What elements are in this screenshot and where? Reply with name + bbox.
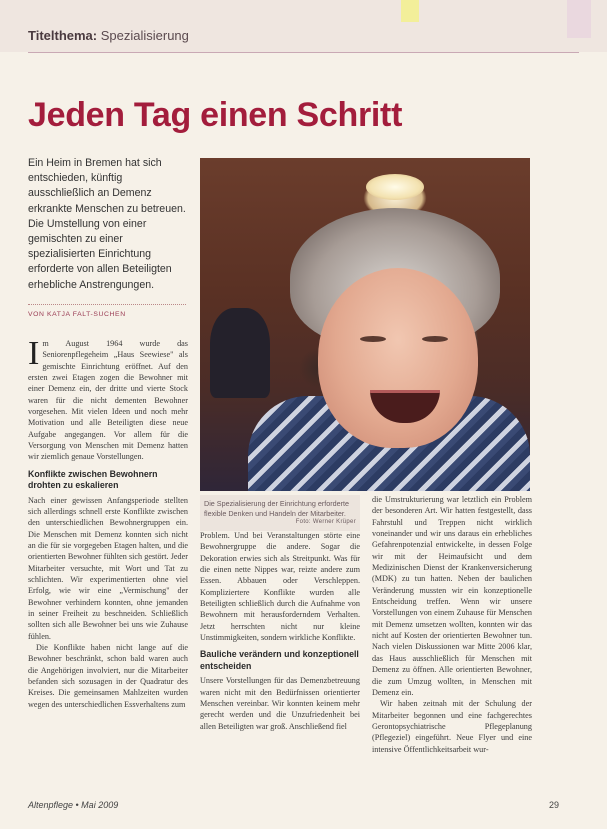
subhead-conflicts: Konflikte zwischen Bewohnern drohten zu eskalieren [28, 468, 158, 491]
teaser-divider [28, 304, 186, 305]
article-column-3 [372, 494, 532, 755]
header-divider [28, 52, 579, 53]
body-paragraph: Unsere Vorstellungen für das Demenzbetreuung waren nicht mit den Bedürfnissen orientierter Menschen vereinbar. Wir konnten keinem mehr gerecht werden und die Unzufriedenheit bei allen Beteiligten war groß. Anschließend fiel [200, 676, 360, 731]
body-paragraph: Problem. Und bei Veranstaltungen störte eine Bewohnergruppe die andere. Sogar die Dekoration erwies sich als Streitpunkt. Was für die einen nette Nippes war, reizte andere zum Essen. Abbauen oder Verschleppen. Kompliziertere Konflikte wurden alle Beteiligten schließlich durch die Aufnahme von Bewohnern mit herausforderndem Verhalten. Jetzt herrschten nicht nur kleine Unstimmigkeiten, sondern wirkliche Konflikte. [200, 531, 360, 643]
body-paragraph: die Umstrukturierung war letztlich ein Problem der besonderen Art. Wir hatten festgestellt, dass Fahrstuhl und Treppen nicht wirklich voneinander und wir uns daraus ein erhebliches Gefahrenpotenzial entwickelte, in dessen Folge wir mit der Heimaufsicht und dem Medizinischen Dienst der Krankenversicherung (MDK) zu tun hatten. Neben der baulichen Veränderung mussten wir ein konzeptionelle Entscheidung treffen. Wenn wir unsere Vorstellungen von einem Zuhause für Menschen mit Demenz umsetzen wollten, konnten wir das nicht auf Kosten der orientierten Bewohner tun. Nach vielen Diskussionen war Mitte 2006 klar, das Haus ausschließlich für Menschen mit Demenz zu öffnen. Alle orientierten Bewohner, die zum Umzug wollten, in Menschen mit Demenz ein. [372, 495, 532, 697]
article-headline: Jeden Tag einen Schritt [28, 96, 403, 134]
article-photo [200, 158, 530, 491]
sticky-note [401, 0, 419, 22]
body-paragraph: Die Konflikte haben nicht lange auf die Bewohner beschränkt, schon bald waren auch die Angehörigen involviert, nur die Mitarbeiter befanden sich sozusagen in der Quadratur des Kreises. Die gemeinsamen Mahlzeiten wurden wegen des unterschiedlichen Essverhaltens zum [28, 643, 188, 709]
left-eye [360, 336, 386, 342]
right-eye [422, 336, 448, 342]
caption-text: Die Spezialisierung der Einrichtung erforderte flexible Denken und Handeln der Mitarbeiter. [204, 499, 350, 518]
photo-caption [200, 495, 360, 531]
ceiling-lamp [366, 174, 424, 200]
intro-text: m August 1964 wurde das Seniorenpflegeheim „Haus Seewiese" als gemischte Einrichtung eröffnet. Auf den ersten zwei Etagen zogen die Bewohner mit einer Demenz ein, der dritte und vierte Stock waren für die nicht dementen Bewohner vorgesehen. Mit vielen Ideen und noch mehr Motivation und alle Beteiligten diese neue Aufgabe angegangen. Vor allem für die Versorgung von Menschen mit Demenz hatten wir ziemlich genaue Vorstellungen. [28, 339, 188, 462]
subhead-construction: Bauliche verändern und konzeptionell entscheiden [200, 649, 359, 671]
page-number: 29 [548, 800, 559, 810]
drop-cap: I [28, 335, 40, 372]
article-teaser: Ein Heim in Bremen hat sich entschieden, künftig ausschließlich an Demenz erkrankte Menschen zu betreuen. Die Umstellung von einer gemischten zu einer spezialisierten Einrichtung erforderte von allen Beteiligten erhebliche Anstrengungen. [28, 157, 186, 291]
footer-publication: Altenpflege • Mai 2009 [28, 800, 119, 810]
body-paragraph: Wir haben zeitnah mit der Schulung der Mitarbeiter begonnen und eine fachgerechtes Gerontopsychiatrische Pflegeplanung (Pflegeziel) eingeführt. Neue Flyer und eine intensive Öffentlichkeitsarbeit wur- [372, 699, 532, 754]
section-topic: Spezialisierung [100, 28, 189, 43]
body-paragraph: Nach einer gewissen Anfangsperiode stellten sich allerdings schnell erste Konflikte zwischen den unterschiedlichen Bewohnergruppen ein. Die Menschen mit Demenz konnten sich nicht an die für sie vorgegeben Etagen halten, und die orientierten Bewohner fühlten sich gestört. Jeder Mitarbeiter versuchte, mit Wort und Tat zu schlichten. Wir experimentierten ohne viel Erfolg, wie wir eine „Vermischung" der Bewohner verhindern konnten, ohne jemanden in seiner Freiheit zu beschneiden. Schließlich sollten sich alle Bewohner bei uns wie Zuhause fühlen. [28, 495, 188, 641]
article-column-2 [200, 530, 360, 732]
photo-credit: Foto: Werner Krüper [295, 519, 356, 526]
page-tab [567, 0, 591, 38]
section-prefix: Titelthema: [28, 28, 98, 43]
header-band [0, 0, 607, 52]
section-label [28, 28, 189, 43]
intro-paragraph [28, 335, 188, 463]
article-column-1 [28, 335, 188, 710]
background-person [210, 308, 270, 398]
article-byline: VON KATJA FALT-SUCHEN [28, 311, 126, 318]
